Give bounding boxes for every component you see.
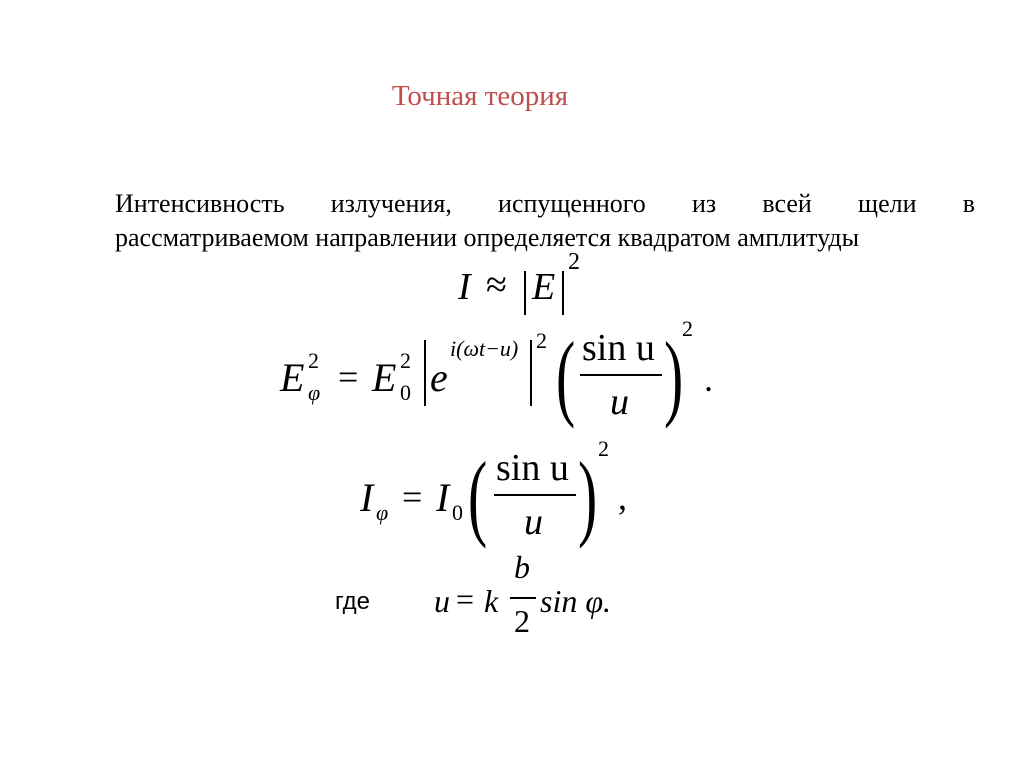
eq2-eq: =	[338, 357, 359, 397]
eq4-tail: sin φ.	[540, 583, 612, 619]
equation-intensity-approx	[458, 249, 638, 317]
eq3-rhs: I	[436, 475, 450, 520]
eq1-abs-right	[562, 271, 564, 315]
eq3-lhs-sub: φ	[376, 500, 389, 525]
paragraph-line-1: Интенсивность излучения, испущенного из всей щели в	[115, 189, 975, 218]
eq4-k: k	[484, 583, 499, 619]
eq2-end: .	[704, 359, 713, 399]
eq3-lhs: I	[360, 475, 374, 520]
eq4-fraction-bar	[510, 597, 536, 599]
eq3-paren-left: (	[468, 442, 488, 549]
equation-u-definition	[430, 549, 650, 655]
eq4-num: b	[514, 549, 530, 585]
eq2-lhs: E	[280, 355, 305, 400]
eq1-exp: 2	[568, 249, 580, 275]
eq2-lhs-sub: φ	[308, 380, 321, 405]
eq3-den: u	[524, 501, 543, 543]
eq4-den: 2	[514, 603, 530, 639]
eq4-lhs: u	[434, 583, 450, 619]
eq1-op: ≈	[486, 264, 507, 306]
paragraph-line-2: рассматриваемом направлении определяется квадратом амплитуды	[115, 223, 860, 252]
equation-amplitude	[280, 318, 740, 438]
eq3-eq: =	[402, 477, 423, 517]
eq2-abs-sup: 2	[536, 328, 547, 353]
eq2-exp-power: i(ωt−u)	[450, 336, 519, 361]
body-paragraph	[115, 187, 975, 255]
eq2-paren-sup: 2	[682, 316, 693, 341]
equation-intensity	[350, 436, 650, 550]
eq3-end: ,	[618, 477, 627, 517]
eq3-num: sin u	[496, 447, 569, 489]
eq2-amp-sub: 0	[400, 380, 411, 405]
eq3-rhs-sub: 0	[452, 500, 463, 525]
eq4-label: где	[335, 588, 371, 615]
eq2-num: sin u	[582, 327, 655, 369]
eq2-exp-base: e	[430, 355, 448, 400]
eq3-paren-sup: 2	[598, 436, 609, 461]
eq2-paren-left: (	[556, 322, 576, 429]
eq2-abs-right	[530, 340, 532, 406]
eq3-fraction-bar	[494, 494, 576, 496]
eq2-den: u	[610, 381, 629, 423]
eq3-paren-right: )	[578, 442, 598, 549]
eq2-amp: E	[372, 355, 397, 400]
eq2-fraction-bar	[580, 374, 662, 376]
eq2-lhs-sup: 2	[308, 348, 319, 373]
eq4-eq: =	[456, 581, 475, 617]
eq2-abs-left	[424, 340, 426, 406]
eq1-abs-left	[524, 271, 526, 315]
eq1-var: E	[532, 266, 556, 308]
slide-title: Точная теория	[391, 80, 569, 112]
eq2-amp-sup: 2	[400, 348, 411, 373]
eq2-paren-right: )	[664, 322, 684, 429]
eq1-lhs: I	[458, 266, 471, 308]
